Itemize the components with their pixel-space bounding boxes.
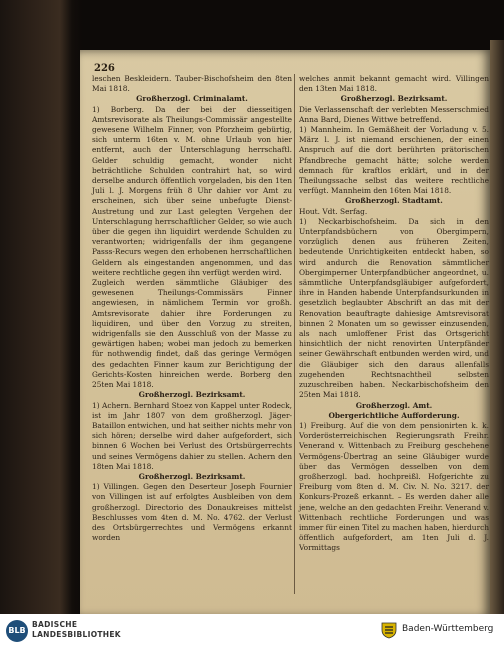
paragraph: 1) Villingen. Gegen den Deserteur Joseph Fournier von Villingen ist auf erfolgtes Ausbleiben von dem großherzogl. Directorio des Donaukreises mittelst Beschlusses vom 4ten d. M. No. 4762. der Verlust des Ortsbürgerrechtes und Vermögens erkannt worden [92,482,292,543]
paragraph: Hout. Vdt. Serfag. [299,206,368,216]
section-heading: Großherzogl. Bezirksamt. [138,390,246,400]
left-column [92,74,292,543]
state-label[interactable]: Baden-Württemberg [402,624,494,634]
paragraph: leschen Beskleidern. Tauber-Bischofsheim den 8ten Mai 1818. [92,74,292,94]
paragraph: 1) Achern. Bernhard Stoez von Kappel unter Rodeck, ist im Jahr 1807 von dem großherzogl. Jäger-Bataillon entwichen, und hat seither nichts mehr von sich hören; derselbe wird daher aufgefordert, sich binnen 6 Wochen bei Verlust des Ortsbürgerrechts und seines Vermögens dahier zu stellen. Achern den 18ten Mai 1818. [92,400,292,471]
paragraph: 1) Mannheim. In Gemäßheit der Vorladung v. 5. März l. J. ist niemand erschienen, der einen Anspruch auf die dort berührten prätorischen Pfandbreche gemacht hätte; solche werden demnach für kraftlos erklärt, und in der Theilungssache selbst das weitere rechtliche verfügt. Mannheim den 16ten Mai 1818. [299,125,489,196]
section-heading: Obergerichtliche Aufforderung. [328,410,460,420]
section-heading: Großherzogl. Bezirksamt. [138,471,246,481]
paragraph: 1) Neckarbischofsheim. Da sich in den Unterpfandsbüchern von Obergimpern, vorzüglich denen aus früheren Zeiten, bedeutende Unrichtigkeiten entdeckt haben, so wird andurch die Renovation sämmtlicher Obergimperner Unterpfandbücher angeordnet, u. sämmtliche Unterpfandsgläubiger aufgefordert, ihre in Handen habende Unterpfandsurkunden in gesetzlich beglaubter Abschrift an das mit der Renovation beauftragte dahiesige Amtsrevisorat binnen 2 Monaten um so gewisser einzusenden, als nach umloffener Frist das Ortsgericht hinsichtlich der nicht renovirten Unterpfänder seiner Gewährschaft entbunden werden wird, und die Gläubiger sich den daraus allenfalls zugehenden Rechtsnachtheil selbsten zuzuschreiben haben. Neckarbischofsheim den 25ten Mai 1818. [299,216,489,400]
page-number: 226 [94,63,115,74]
footer-bar [0,614,504,646]
blb-logo-icon[interactable]: BLB [6,620,28,642]
paragraph: 1) Borberg. Da der bei der diesseitigen Amtsrevisorate als Theilungs-Commissär angestellte gewesene Wilhelm Finner, von Pforzheim gebürtig, sich unterm 16ten v. M. ohne Urlaub von hier entfernt, auch der Unterschlagung herrschaftl. Gelder schuldig gemacht, wonder nicht beträchtliche Schulden contrahirt hat, so wird derselbe andurch öffentlich vorgeladen, bis den 1ten Juli l. J. Morgens früh 8 Uhr dahier vor Amt zu erscheinen, sich über seine unbefugte Dienst-Austretung und zur Last gelegten Vergehen der Unterschlagung herrschaftlicher Gelder, so wie auch über die gegen ihn liquidirt werdende Schulden zu verantworten; widrigenfalls der ihm gegangene Passs-Recurs wegen den erhobenen herrschaftlichen Geldern als eingestanden angenommen, und das weitere rechtliche gegen ihn verfügt werden wird. [92,104,292,277]
paragraph: 1) Freiburg. Auf die von dem pensionirten k. k. Vorderösterreichischen Regierungsrath Freihr. Venerand v. Wittenbach zu Freiburg geschehene Vermögens-Übertrag an seine Gläubiger wurde über das Vermögen desselben von dem großherzogl. bad. hochpreißl. Hofgerichte zu Freiburg vom 8ten d. M. Civ. N. No. 3217. der Konkurs-Prozeß erkannt. – Es werden daher alle jene, welche an den gedachten Freihr. Venerand v. Wittenbach rechtliche Forderungen und was immer für einen Titel zu machen haben, hierdurch öffentlich aufgefordert, am 1ten Juli d. J. Vormittags [299,420,489,553]
paragraph: Die Verlassenschaft der verlebten Messerschmied Anna Bard, Dienes Wittwe betreffend. [299,104,489,124]
section-heading: Großherzogl. Amt. [355,400,433,410]
institution-name[interactable] [32,620,121,640]
institution-line-1: BADISCHE [32,620,78,629]
section-heading: Großherzogl. Criminalamt. [136,94,248,104]
right-column [299,74,489,554]
column-divider [294,74,295,594]
institution-line-2: LANDESBIBLIOTHEK [32,630,121,639]
state-crest-icon [380,621,398,639]
section-heading: Großherzogl. Bezirksamt. [340,94,448,104]
section-heading: Großherzogl. Stadtamt. [345,196,443,206]
book-edge [490,40,504,614]
paragraph: Zugleich werden sämmtliche Gläubiger des gewesenen Theilungs-Commissärs Finner angewiesen, in nämlichem Termin vor großh. Amtsrevisorate dahier ihre Forderungen zu liquidiren, und über den Vorzug zu streiten, widrigenfalls sie den Ausschluß von der Masse zu gewärtigen haben; wobei man jedoch zu bemerken für nothwendig findet, daß das geringe Vermögen des gedachten Finner kaum zur Berichtigung der Gerichts-Kosten hinreichen werde. Borberg den 25ten Mai 1818. [92,278,292,390]
paragraph: welches anmit bekannt gemacht wird. Villingen den 13ten Mai 1818. [299,74,489,94]
